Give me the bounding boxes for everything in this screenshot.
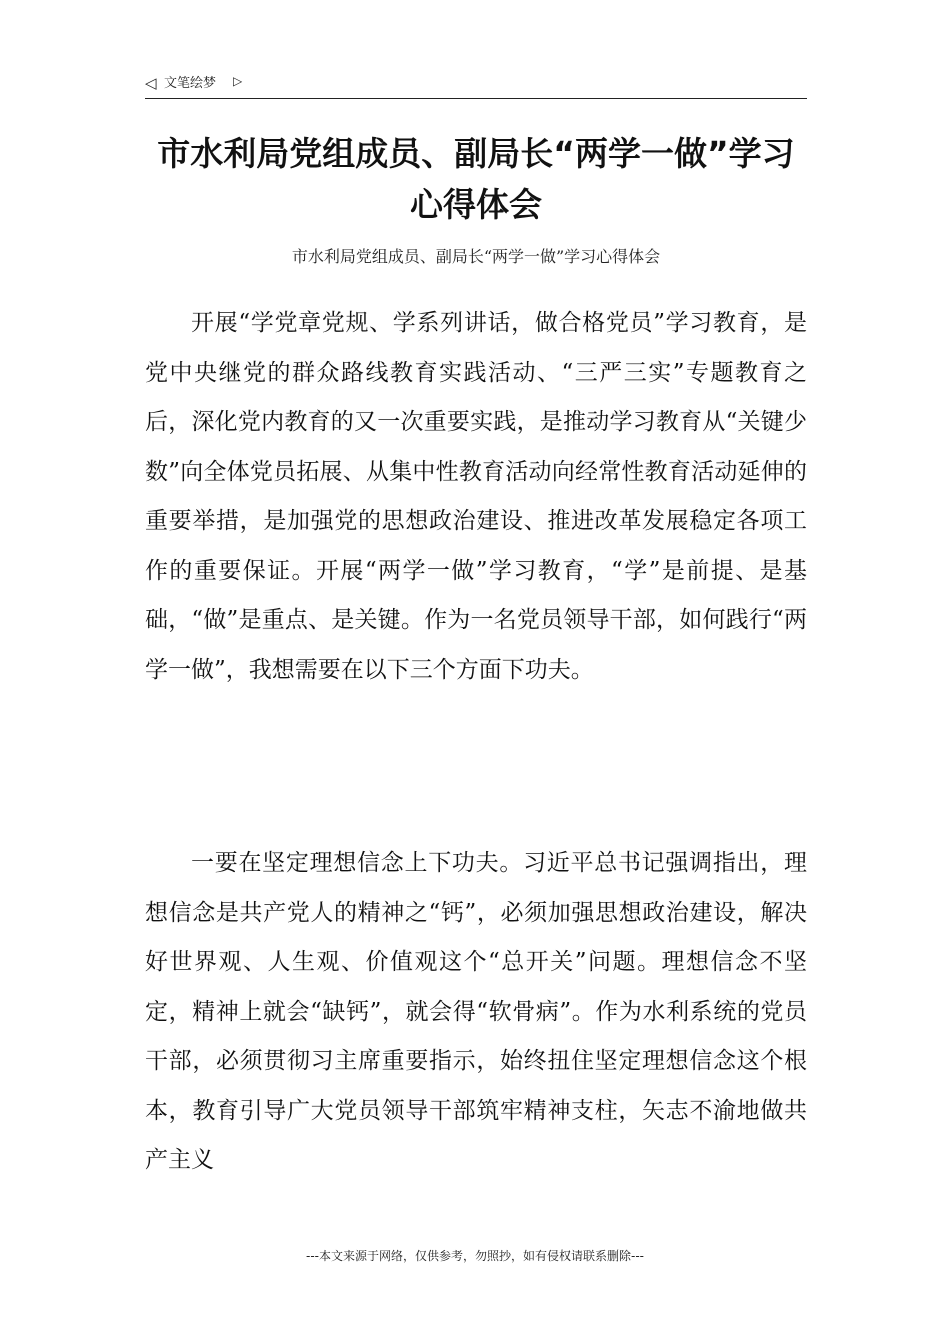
paragraph-ideals: 一要在坚定理想信念上下功夫。习近平总书记强调指出，理想信念是共产党人的精神之“钙”，必须加强思想政治建设，解决好世界观、人生观、价值观这个“总开关”问题。理想信念不坚定，精神上就会“缺钙”，就会得“软骨病”。作为水利系统的党员干部，必须贯彻习主席重要指示，始终扭住坚定理想信念这个根本，教育引导广大党员领导干部筑牢精神支柱，矢志不渝地做共产主义	[145, 850, 807, 1173]
right-triangle-icon: ▷	[233, 74, 243, 88]
paragraph-intro: 开展“学党章党规、学系列讲话，做合格党员”学习教育，是党中央继党的群众路线教育实践活动、“三严三实”专题教育之后，深化党内教育的又一次重要实践，是推动学习教育从“关键少数”向全体党员拓展、从集中性教育活动向经常性教育活动延伸的重要举措，是加强党的思想政治建设、推进改革发展稳定各项工作的重要保证。开展“两学一做”学习教育，“学”是前提、是基础，“做”是重点、是关键。作为一名党员领导干部，如何践行“两学一做”，我想需要在以下三个方面下功夫。	[145, 310, 807, 683]
page-header	[145, 72, 807, 99]
document-subtitle: 市水利局党组成员、副局长“两学一做”学习心得体会	[291, 247, 661, 266]
left-triangle-icon: ◁	[145, 74, 157, 92]
header-brand: 文笔绘梦	[164, 76, 217, 91]
document-title: 市水利局党组成员、副局长“两学一做”学习心得体会	[157, 134, 795, 224]
footer-disclaimer: ---本文来源于网络，仅供参考，勿照抄，如有侵权请联系删除---	[306, 1249, 644, 1263]
